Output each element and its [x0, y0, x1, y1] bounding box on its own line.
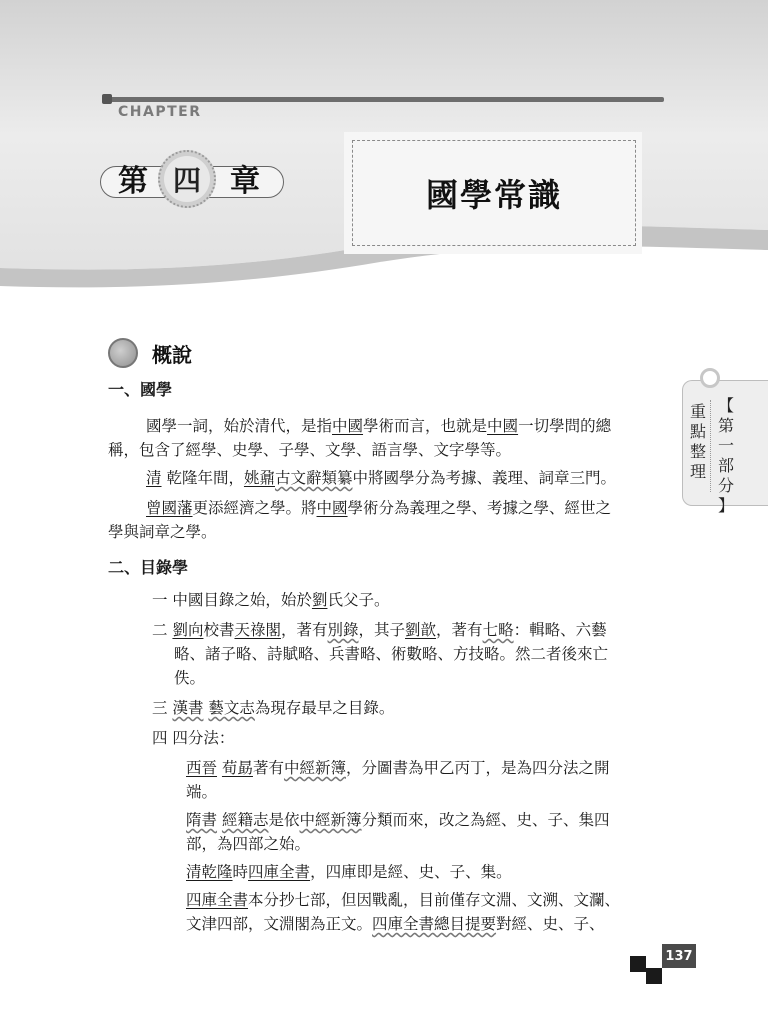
detail-4-line-1: 四庫全書本分抄七部，但因戰亂，目前僅存文淵、文溯、文瀾、 — [186, 891, 621, 909]
side-tab-knob — [700, 368, 720, 388]
paragraph-2: 清 乾隆年間，姚鼐古文辭類纂中將國學分為考據、義理、詞章三門。 — [146, 469, 616, 487]
paragraph-3-line-2: 學與詞章之學。 — [108, 523, 217, 541]
chapter-label-suffix: 章 — [230, 164, 260, 199]
page-number: 137 — [662, 944, 696, 968]
section-heading — [108, 338, 192, 368]
side-tab-part-label: 【 第 一 部 分 】 — [717, 396, 734, 515]
list-item-2-line-3: 佚。 — [174, 669, 206, 687]
detail-4-line-2: 文津四部，文淵閣為正文。四庫全書總目提要對經、史、子、 — [186, 915, 605, 933]
chapter-number: 四 — [172, 164, 201, 197]
list-item-3: 三 漢書 藝文志為現存最早之目錄。 — [152, 699, 395, 717]
paragraph-1-line-2: 稱，包含了經學、史學、子學、文學、語言學、文字學等。 — [108, 441, 512, 459]
detail-2-line-2: 部，為四部之始。 — [186, 835, 311, 853]
chapter-rule-cap — [102, 94, 112, 104]
list-item-4: 四 四分法： — [152, 729, 235, 747]
footer-square-decoration — [630, 956, 646, 972]
detail-1-line-2: 端。 — [186, 783, 218, 801]
detail-3: 清乾隆時四庫全書，四庫即是經、史、子、集。 — [186, 863, 512, 881]
chapter-rule — [104, 97, 664, 102]
side-tab-section-label: 重 點 整 理 — [689, 402, 706, 481]
section-bullet-icon — [108, 338, 138, 368]
paragraph-3-line-1: 曾國藩更添經濟之學。將中國學術分為義理之學、考據之學、經世之 — [146, 499, 612, 517]
list-item-2-line-2: 略、諸子略、詩賦略、兵書略、術數略、方技略。然二者後來亡 — [174, 645, 609, 663]
chapter-label-prefix: 第 — [118, 164, 148, 199]
subheading-guoxue: 一、國學 — [108, 380, 173, 399]
side-tab-divider — [710, 400, 711, 492]
detail-2-line-1: 隋書 經籍志是依中經新簿分類而來，改之為經、史、子、集四 — [186, 811, 610, 829]
subheading-bibliography: 二、目錄學 — [108, 558, 189, 577]
paragraph-1-line-1: 國學一詞，始於清代，是指中國學術而言，也就是中國一切學問的總 — [146, 417, 612, 435]
chapter-number-disc — [164, 156, 210, 202]
detail-1-line-1: 西晉 荀勗著有中經新簿，分圖書為甲乙丙丁，是為四分法之開 — [186, 759, 610, 777]
chapter-title: 國學常識 — [425, 176, 562, 214]
section-title: 概說 — [152, 342, 192, 367]
chapter-word: CHAPTER — [118, 104, 202, 120]
list-item-2-line-1: 二 劉向校書天祿閣，著有別錄，其子劉歆，著有七略：輯略、六藝 — [152, 621, 607, 639]
list-item-1: 一 中國目錄之始，始於劉氏父子。 — [152, 591, 390, 609]
footer-square-decoration — [646, 968, 662, 984]
